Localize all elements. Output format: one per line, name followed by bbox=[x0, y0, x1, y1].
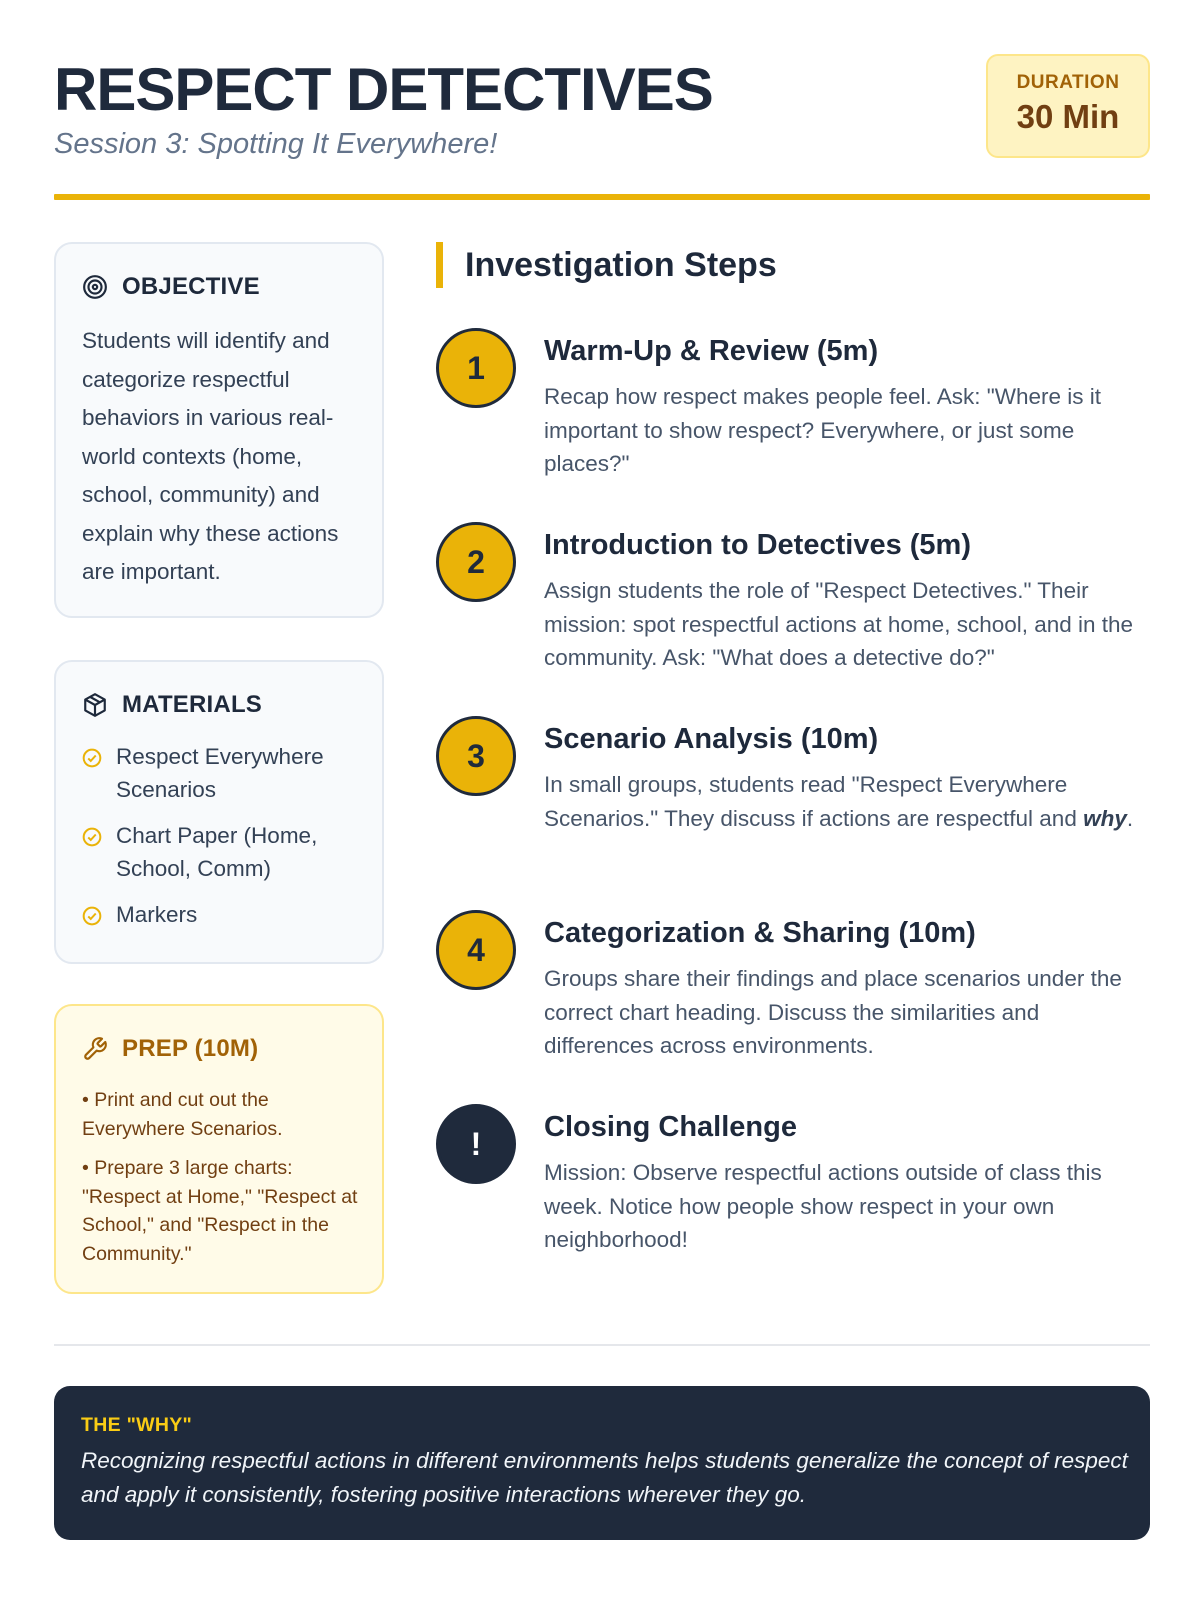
step-description bbox=[544, 768, 1150, 835]
step-number-badge: 1 bbox=[436, 328, 516, 408]
target-icon bbox=[82, 274, 108, 300]
list-item bbox=[82, 740, 364, 806]
materials-list bbox=[82, 740, 364, 944]
materials-card bbox=[54, 660, 384, 964]
prep-header bbox=[82, 1034, 258, 1064]
step-description-text: In small groups, students read "Respect Everywhere Scenarios." They discuss if actions are respectful and bbox=[544, 772, 1084, 831]
page-subtitle: Session 3: Spotting It Everywhere! bbox=[54, 128, 498, 160]
step-number-badge: 3 bbox=[436, 716, 516, 796]
check-circle-icon bbox=[82, 748, 102, 768]
objective-text: Students will identify and categorize respectful behaviors in various real-world contexts (home, school, community) and explain why these actions are important. bbox=[82, 328, 339, 584]
list-item: • Prepare 3 large charts: "Respect at Home," "Respect at School," and "Respect in the Community." bbox=[82, 1157, 358, 1265]
section-accent-bar bbox=[436, 242, 443, 288]
list-item bbox=[82, 898, 364, 931]
steps-header bbox=[436, 242, 777, 288]
material-label: Markers bbox=[116, 902, 198, 927]
step-description: Assign students the role of "Respect Detectives." Their mission: spot respectful actions at home, school, and in the community. Ask: "What does a detective do?" bbox=[544, 578, 1134, 670]
step-number-badge: 2 bbox=[436, 522, 516, 602]
step-description: Recap how respect makes people feel. Ask: "Where is it important to show respect? Everywhere, or just some places?" bbox=[544, 384, 1101, 476]
why-box bbox=[54, 1386, 1150, 1540]
objective-card bbox=[54, 242, 384, 618]
materials-title: MATERIALS bbox=[122, 691, 263, 718]
material-label: Chart Paper (Home, School, Comm) bbox=[116, 823, 318, 881]
objective-title: OBJECTIVE bbox=[122, 273, 260, 300]
check-circle-icon bbox=[82, 906, 102, 926]
objective-header bbox=[82, 272, 260, 302]
step-title: Warm-Up & Review (5m) bbox=[544, 335, 879, 367]
step-description-end: . bbox=[1126, 805, 1134, 831]
step-number-badge: 4 bbox=[436, 910, 516, 990]
list-item: • Print and cut out the Everywhere Scenarios. bbox=[82, 1089, 283, 1140]
materials-header bbox=[82, 690, 262, 720]
step-description: Groups share their findings and place scenarios under the correct chart heading. Discuss the similarities and differences across environments. bbox=[544, 966, 1122, 1058]
step-exclamation-badge: ! bbox=[436, 1104, 516, 1184]
page-title: RESPECT DETECTIVES bbox=[54, 56, 713, 123]
list-item bbox=[82, 819, 364, 885]
step-title: Introduction to Detectives (5m) bbox=[544, 529, 971, 561]
step-description-emphasis: why bbox=[1083, 805, 1127, 831]
section-divider bbox=[54, 1344, 1150, 1346]
duration-badge bbox=[986, 54, 1150, 158]
step-title: Categorization & Sharing (10m) bbox=[544, 917, 976, 949]
prep-title: PREP (10M) bbox=[122, 1035, 259, 1062]
prep-list bbox=[82, 1086, 368, 1279]
step-title: Scenario Analysis (10m) bbox=[544, 723, 879, 755]
check-circle-icon bbox=[82, 827, 102, 847]
duration-value: 30 Min bbox=[1016, 98, 1120, 135]
prep-card bbox=[54, 1004, 384, 1294]
header bbox=[54, 50, 1150, 200]
steps-title: Investigation Steps bbox=[465, 245, 777, 284]
step-title: Closing Challenge bbox=[544, 1111, 797, 1143]
step-description: Mission: Observe respectful actions outside of class this week. Notice how people show respect in your own neighborhood! bbox=[544, 1160, 1102, 1252]
material-label: Respect Everywhere Scenarios bbox=[116, 744, 324, 802]
box-icon bbox=[82, 692, 108, 718]
wrench-icon bbox=[82, 1036, 108, 1062]
duration-label: DURATION bbox=[1016, 72, 1120, 93]
why-label: THE "WHY" bbox=[81, 1414, 193, 1436]
why-text: Recognizing respectful actions in different environments helps students generalize the concept of respect and apply it consistently, fostering positive interactions wherever they go. bbox=[81, 1448, 1128, 1507]
header-divider bbox=[54, 194, 1150, 200]
